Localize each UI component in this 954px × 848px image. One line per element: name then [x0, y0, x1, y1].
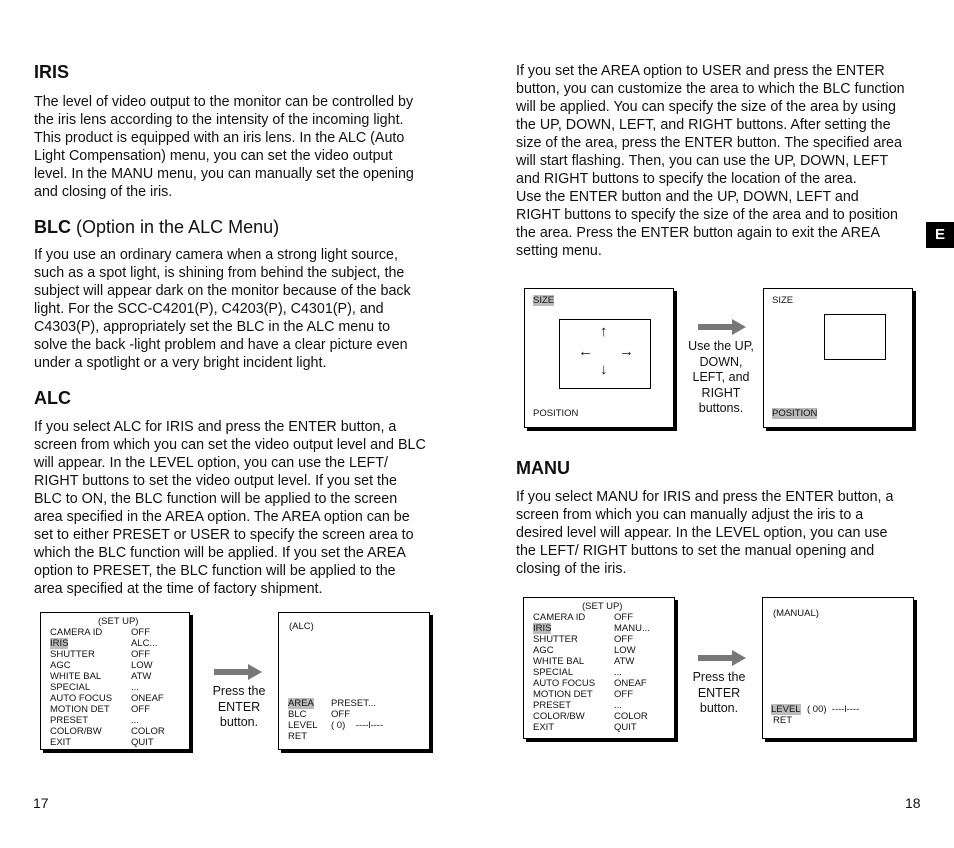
menu-item-label: RET: [288, 731, 307, 742]
menu-item-label: WHITE BAL: [50, 671, 102, 682]
menu-item-label: IRIS: [50, 638, 69, 649]
menu-item-value: ATW: [614, 656, 635, 667]
menu-item-value: LOW: [131, 660, 153, 671]
menu-item-value: MANU...: [614, 623, 650, 634]
menu-item-label: MOTION DET: [533, 689, 593, 700]
menu-item-label: LEVEL: [288, 720, 318, 731]
menu-item-label: AUTO FOCUS: [50, 693, 113, 704]
menu-item-value: OFF: [614, 689, 633, 700]
menu-item-label: AREA: [288, 698, 314, 709]
manual-menu-screen: [762, 597, 914, 739]
size-label-highlighted: SIZE: [533, 295, 555, 306]
manual-menu-title: (MANUAL): [773, 608, 819, 619]
menu-item-value: COLOR: [614, 711, 648, 722]
menu-title-right: (SET UP): [582, 601, 623, 612]
menu-item-label: SPECIAL: [50, 682, 91, 693]
manu-body: If you select MANU for IRIS and press the ENTER button, a screen from which you can manually adjust the iris to a desired level will appear. In the LEVEL option, you can use the LEFT/ RIGHT buttons to set the manual opening and closing of the iris.: [516, 489, 894, 577]
page-number-right: 18: [905, 795, 921, 811]
menu-item-value: ...: [614, 667, 622, 678]
menu-title: (SET UP): [98, 616, 139, 627]
press-enter-caption-right: Press the ENTER button.: [692, 670, 746, 715]
manu-section: [516, 458, 936, 578]
menu-item-label: AUTO FOCUS: [533, 678, 596, 689]
menu-item-value: ALC...: [131, 638, 158, 649]
menu-item-label: SPECIAL: [533, 667, 574, 678]
menu-item-label: BLC: [288, 709, 307, 720]
menu-item-label: CAMERA ID: [533, 612, 586, 623]
right-arrow-small-icon: →: [619, 343, 634, 360]
area-rectangle-moved: [824, 314, 886, 360]
menu-item-label: SHUTTER: [50, 649, 95, 660]
size-position-screen-2: [763, 288, 913, 428]
area-body: If you set the AREA option to USER and press the ENTER button, you can customize the area to which the BLC function will be applied. You can specify the size of the area by using the UP, DOWN, LEFT, and RIGHT buttons. After setting the size of the area, press the ENTER button. The specified area will start flashing. Then, you can use the UP, DOWN, LEFT and RIGHT buttons to specify the location of the area. Use the ENTER button and the UP, DOWN, LEFT and RIGHT buttons to specify the size of the area and to position the area. Press the ENTER button again to exit the AREA setting menu.: [516, 63, 905, 259]
menu-item-label: MOTION DET: [50, 704, 110, 715]
menu-item-label: PRESET: [533, 700, 572, 711]
menu-item-value: LOW: [614, 645, 636, 656]
menu-item-value: OFF: [131, 627, 150, 638]
menu-item-value: OFF: [614, 634, 633, 645]
menu-item-value: OFF: [131, 649, 150, 660]
page-number-left: 17: [33, 795, 49, 811]
right-page-text: [516, 62, 936, 260]
menu-item-value: ATW: [131, 671, 152, 682]
menu-item-value: ONEAF: [614, 678, 647, 689]
blc-heading-main: BLC: [34, 217, 71, 237]
size-label: SIZE: [772, 295, 794, 306]
alc-menu-title: (ALC): [289, 621, 314, 632]
right-arrow-icon-2: [698, 319, 746, 335]
menu-item-value: ONEAF: [131, 693, 164, 704]
manual-level-label: LEVEL: [771, 704, 801, 715]
menu-item-label: WHITE BAL: [533, 656, 585, 667]
menu-item-value: OFF: [331, 709, 350, 720]
manual-ret: RET: [773, 715, 792, 726]
menu-item-value: ...: [131, 715, 139, 726]
menu-item-label: COLOR/BW: [50, 726, 102, 737]
menu-item-label: AGC: [50, 660, 71, 671]
iris-heading: IRIS: [34, 62, 70, 82]
alc-menu-screen: [278, 612, 430, 750]
position-label: POSITION: [533, 408, 579, 419]
right-arrow-icon-3: [698, 650, 746, 666]
menu-item-label: EXIT: [533, 722, 555, 733]
menu-item-value: PRESET...: [331, 698, 376, 709]
press-enter-caption-left: Press the ENTER button.: [212, 684, 266, 729]
right-arrow-icon: [214, 664, 262, 680]
up-arrow-icon: ↑: [600, 323, 608, 340]
blc-heading: [34, 217, 454, 238]
menu-item-label: AGC: [533, 645, 554, 656]
down-arrow-icon: ↓: [600, 361, 608, 378]
manu-heading: MANU: [516, 458, 570, 478]
language-tab-e: E: [926, 222, 954, 248]
menu-item-label: SHUTTER: [533, 634, 578, 645]
size-position-screen-1: [524, 288, 674, 428]
area-rectangle: [559, 319, 651, 389]
menu-item-value: COLOR: [131, 726, 165, 737]
left-page: [34, 62, 454, 598]
setup-menu-screen-left: [40, 612, 190, 750]
position-label-highlighted: POSITION: [772, 408, 818, 419]
left-arrow-icon: ←: [578, 343, 593, 360]
menu-item-value: ( 0) ----l----: [331, 720, 384, 731]
manual-level-value: ( 00) ----l----: [807, 704, 860, 715]
menu-item-label: CAMERA ID: [50, 627, 103, 638]
arrows-caption: Use the UP, DOWN, LEFT, and RIGHT buttons.: [688, 339, 754, 415]
iris-body: The level of video output to the monitor can be controlled by the iris lens according to the intensity of the incoming light. This product is equipped with an iris lens. In the ALC (Auto Light Compensation) menu, you can set the video output level. In the MANU menu, you can manually set the opening and closing of the iris.: [34, 94, 414, 200]
alc-body: If you select ALC for IRIS and press the ENTER button, a screen from which you can set the video output level and BLC will appear. In the LEVEL option, you can use the LEFT/ RIGHT buttons to set the video output level. If you set the BLC to ON, the BLC function will be applied to the screen area specified in the AREA option. The AREA option can be set to either PRESET or USER to specify the screen area to which the BLC function will be applied. If you set the AREA option to PRESET, the BLC function will be applied to the area specified at the time of factory shipment.: [34, 419, 426, 597]
blc-heading-sub: (Option in the ALC Menu): [71, 217, 280, 237]
menu-item-value: QUIT: [614, 722, 637, 733]
menu-item-value: QUIT: [131, 737, 154, 748]
blc-body: If you use an ordinary camera when a strong light source, such as a spot light, is shining from behind the subject, the subject will appear dark on the monitor because of the back light. For the SCC-C4201(P), C4203(P), C4301(P), and C4303(P), appropriately set the BLC in the ALC menu to solve the back -light problem and have a clear picture even under a spotlight or a very bright incident light.: [34, 247, 411, 371]
menu-item-label: IRIS: [533, 623, 552, 634]
menu-item-value: OFF: [131, 704, 150, 715]
alc-heading: ALC: [34, 388, 71, 408]
menu-item-label: COLOR/BW: [533, 711, 585, 722]
menu-item-label: PRESET: [50, 715, 89, 726]
setup-menu-screen-right: [523, 597, 675, 739]
menu-item-value: OFF: [614, 612, 633, 623]
menu-item-label: EXIT: [50, 737, 72, 748]
menu-item-value: ...: [614, 700, 622, 711]
menu-item-value: ...: [131, 682, 139, 693]
